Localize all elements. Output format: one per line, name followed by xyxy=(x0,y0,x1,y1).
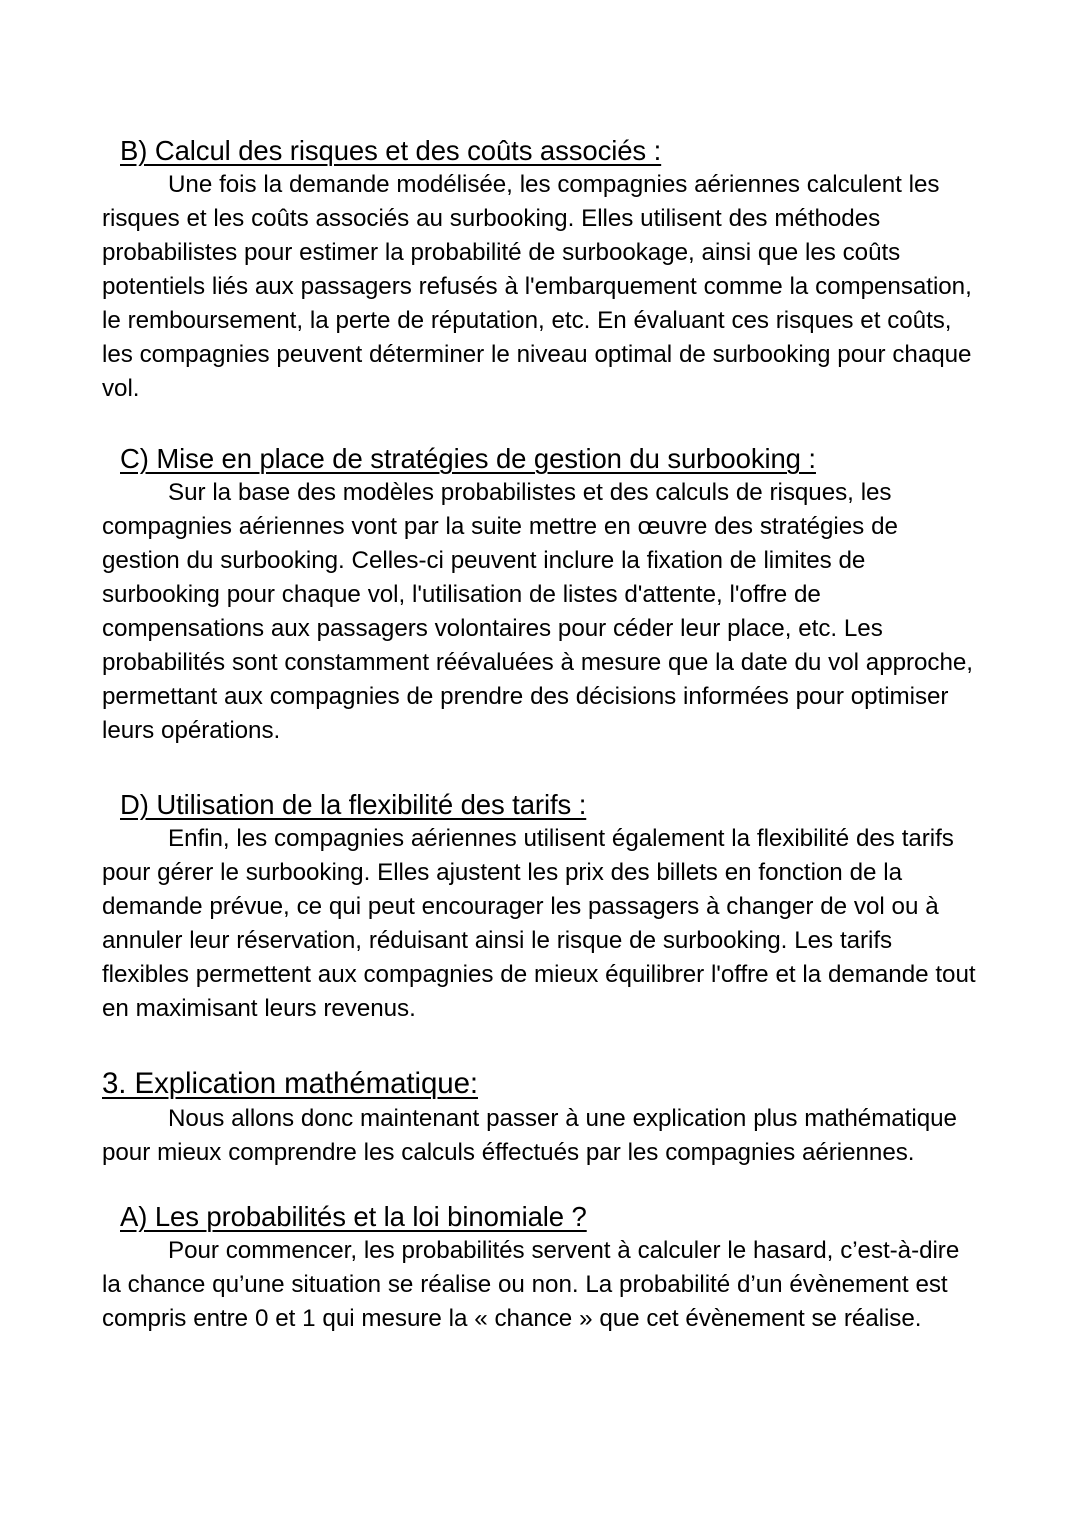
section-3-heading xyxy=(102,1066,980,1102)
section-a-heading xyxy=(102,1200,980,1234)
spacer xyxy=(102,1026,980,1066)
section-a xyxy=(102,1200,980,1336)
section-3 xyxy=(102,1066,980,1170)
section-b xyxy=(102,134,980,406)
section-c xyxy=(102,442,980,748)
section-d-heading-text: D) Utilisation de la flexibilité des tarifs : xyxy=(120,789,587,820)
spacer xyxy=(102,1170,980,1200)
section-d-paragraph: Enfin, les compagnies aériennes utilisent également la flexibilité des tarifs pour gérer le surbooking. Elles ajustent les prix des billets en fonction de la demande prévue, ce qui peut encourager les passagers à changer de vol ou à annuler leur réservation, réduisant ainsi le risque de surbooking. Les tarifs flexibles permettent aux compagnies de mieux équilibrer l'offre et la demande tout en maximisant leurs revenus. xyxy=(102,825,976,1022)
section-d-heading xyxy=(102,788,980,822)
spacer xyxy=(102,748,980,788)
section-b-heading-text: B) Calcul des risques et des coûts associés : xyxy=(120,135,662,166)
section-c-heading-text: C) Mise en place de stratégies de gestion du surbooking : xyxy=(120,443,816,474)
section-b-heading xyxy=(102,134,980,168)
section-b-paragraph: Une fois la demande modélisée, les compagnies aériennes calculent les risques et les coûts associés au surbooking. Elles utilisent des méthodes probabilistes pour estimer la probabilité de surbookage, ainsi que les coûts potentiels liés aux passagers refusés à l'embarquement comme la compensation, le remboursement, la perte de réputation, etc. En évaluant ces risques et coûts, les compagnies peuvent déterminer le niveau optimal de surbooking pour chaque vol. xyxy=(102,171,972,402)
spacer xyxy=(102,406,980,442)
document-content xyxy=(102,134,980,1336)
section-3-heading-text: 3. Explication mathématique: xyxy=(102,1067,478,1100)
section-c-heading xyxy=(102,442,980,476)
section-a-heading-text: A) Les probabilités et la loi binomiale ? xyxy=(120,1201,587,1232)
section-a-paragraph: Pour commencer, les probabilités servent à calculer le hasard, c’est-à-dire la chance qu’une situation se réalise ou non. La probabilité d’un évènement est compris entre 0 et 1 qui mesure la « chance » que cet évènement se réalise. xyxy=(102,1237,960,1332)
section-3-paragraph: Nous allons donc maintenant passer à une explication plus mathématique pour mieux comprendre les calculs éffectués par les compagnies aériennes. xyxy=(102,1105,957,1166)
section-c-paragraph: Sur la base des modèles probabilistes et des calculs de risques, les compagnies aériennes vont par la suite mettre en œuvre des stratégies de gestion du surbooking. Celles-ci peuvent inclure la fixation de limites de surbooking pour chaque vol, l'utilisation de listes d'attente, l'offre de compensations aux passagers volontaires pour céder leur place, etc. Les probabilités sont constamment réévaluées à mesure que la date du vol approche, permettant aux compagnies de prendre des décisions informées pour optimiser leurs opérations. xyxy=(102,479,973,744)
section-d xyxy=(102,788,980,1026)
